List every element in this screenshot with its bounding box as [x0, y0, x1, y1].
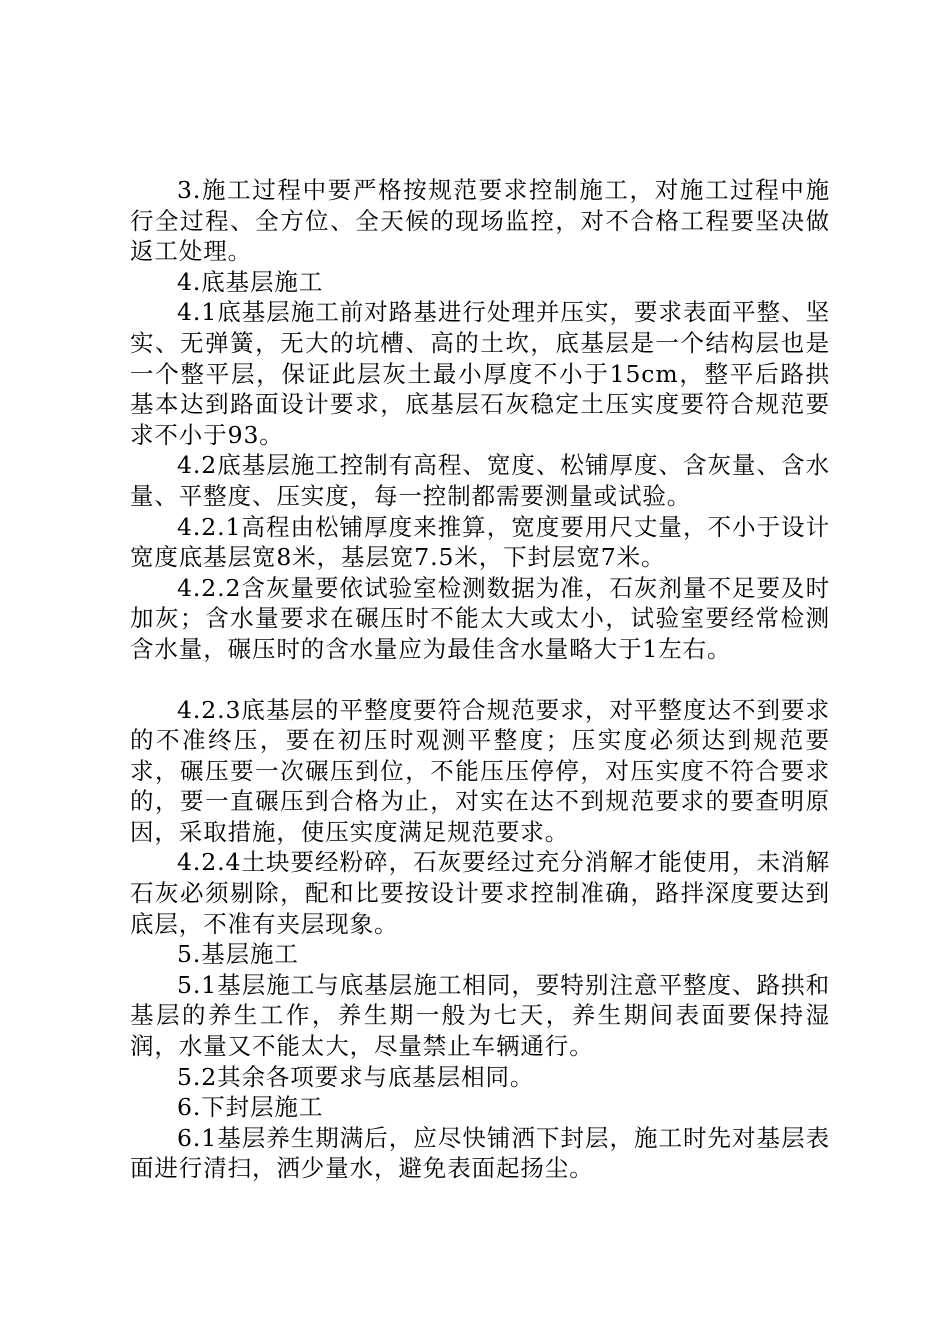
paragraph-4-1: 4.1底基层施工前对路基进行处理并压实，要求表面平整、坚实、无弹簧，无大的坑槽、高的土坎，底基层是一个结构层也是一个整平层，保证此层灰土最小厚度不小于15cm，整平后路拱基本达到路面设计要求，底基层石灰稳定土压实度要符合规范要求不小于93。: [130, 298, 830, 449]
paragraph-4-2-3: 4.2.3底基层的平整度要符合规范要求，对平整度达不到要求的不准终压，要在初压时观测平整度；压实度必须达到规范要求，碾压要一次碾压到位，不能压压停停，对压实度不符合要求的，要一直碾压到合格为止，对实在达不到规范要求的要查明原因，采取措施，使压实度满足规范要求。: [130, 695, 830, 846]
document-page: [130, 175, 830, 1184]
paragraph-3: 3.施工过程中要严格按规范要求控制施工，对施工过程中施行全过程、全方位、全天候的现场监控，对不合格工程要坚决做返工处理。: [130, 176, 830, 266]
paragraph-4-2-4: 4.2.4土块要经粉碎，石灰要经过充分消解才能使用，未消解石灰必须剔除，配和比要按设计要求控制准确，路拌深度要达到底层，不准有夹层现象。: [130, 848, 830, 938]
paragraph-5-2: 5.2其余各项要求与底基层相同。: [177, 1062, 535, 1091]
paragraph-5-1: 5.1基层施工与底基层施工相同，要特别注意平整度、路拱和基层的养生工作，养生期一般为七天，养生期间表面要保持湿润，水量又不能太大，尽量禁止车辆通行。: [130, 970, 830, 1061]
paragraph-4-2: 4.2底基层施工控制有高程、宽度、松铺厚度、含灰量、含水量、平整度、压实度，每一控制都需要测量或试验。: [130, 451, 830, 510]
paragraph-4-2-2: 4.2.2含灰量要依试验室检测数据为准，石灰剂量不足要及时加灰；含水量要求在碾压时不能太大或太小，试验室要经常检测含水量，碾压时的含水量应为最佳含水量略大于1左右。: [130, 573, 830, 663]
paragraph-4-2-1: 4.2.1高程由松铺厚度来推算，宽度要用尺丈量，不小于设计宽度底基层宽8米，基层宽7.5米，下封层宽7米。: [130, 512, 830, 572]
heading-4: 4.底基层施工: [177, 267, 324, 296]
heading-5: 5.基层施工: [177, 940, 299, 969]
heading-6: 6.下封层施工: [177, 1093, 324, 1122]
paragraph-6-1: 6.1基层养生期满后，应尽快铺洒下封层，施工时先对基层表面进行清扫，洒少量水，避免表面起扬尘。: [130, 1123, 830, 1183]
